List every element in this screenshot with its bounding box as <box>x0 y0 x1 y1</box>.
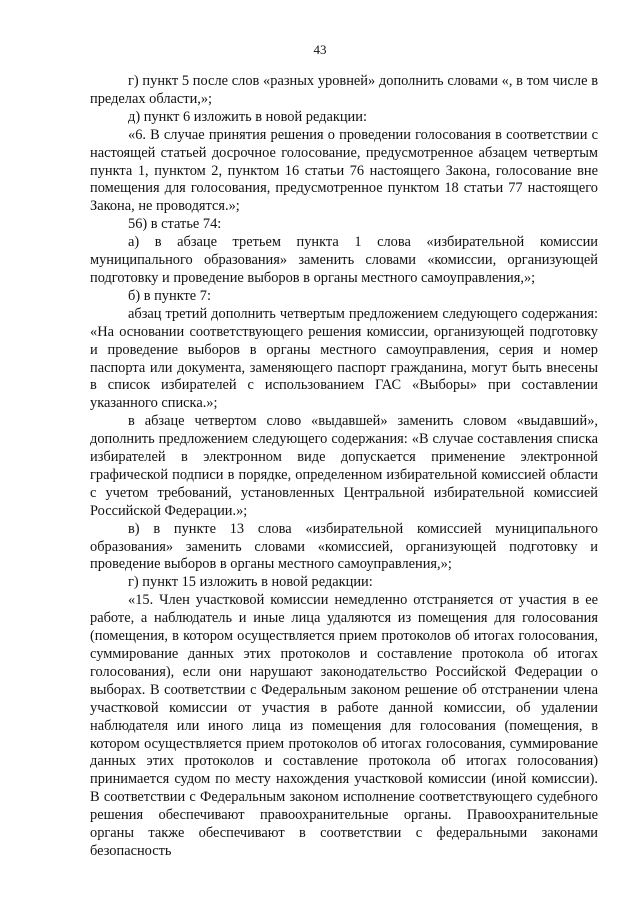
paragraph-article-74-b-header: б) в пункте 7: <box>128 287 211 304</box>
paragraph-article-74-a: а) в абзаце третьем пункта 1 слова «избирательной комиссии муниципального образования» заменить словами «комиссии, организующей подготовку и проведение выборов в органы местного самоуправления,»; <box>90 234 598 286</box>
paragraph-article-74-v: в) в пункте 13 слова «избирательной комиссией муниципального образования» заменить словами «комиссией, организующей подготовку и проведение выборов в органы местного самоуправления,»; <box>90 520 598 573</box>
page-number: 43 <box>313 42 327 57</box>
paragraph-item-15-text: «15. Член участковой комиссии немедленно отстраняется от участия в ее работе, а наблюдатель и иные лица удаляются из помещения для голосования (помещения, в котором осуществляется прием протоколов об итогах голосования, суммирование данных этих протоколов и составление протокола об итогах голосования), если они нарушают законодательство Российской Федерации о выборах. В соответствии с Федеральным законом решение об отстранении члена участковой комиссии от участия в работе данной комиссии, об удалении наблюдателя или иного лица из помещения для голосования (помещения, в котором осуществляется прием протоколов об итогах голосования, суммирование данных этих протоколов и составление протокола об итогах голосования) принимается судом по месту нахождения участковой комиссии (иной комиссии). В соответствии с Федеральным законом исполнение соответствующего судебного решения обеспечивают правоохранительные органы. Правоохранительные органы также обеспечивают в соответствии с федеральными законами безопасность <box>90 592 598 859</box>
paragraph-item-6-text: «6. В случае принятия решения о проведении голосования в соответствии с настоящей статьей досрочное голосование, предусмотренное абзацем четвертым пункта 1, пунктом 2, пунктом 16 статьи 76 настоящего Закона, голосование вне помещения для голосования, предусмотренное пунктом 18 статьи 77 настоящего Закона, не проводятся.»; <box>90 126 598 215</box>
paragraph-item-6-header: д) пункт 6 изложить в новой редакции: <box>128 108 367 125</box>
paragraph-abzac-four: в абзаце четвертом слово «выдавшей» заменить словом «выдавший», дополнить предложением следующего содержания: «В случае составления списка избирателей в электронном виде допускается применение электронной графической подписи в порядке, определенном избирательной комиссией области с учетом требований, установленных Центральной избирательной комиссией Российской Федерации.»; <box>90 413 598 519</box>
document-body <box>90 73 598 861</box>
paragraph-article-74-header: 56) в статье 74: <box>128 216 222 233</box>
paragraph-item-5-amendment: г) пункт 5 после слов «разных уровней» дополнить словами «, в том числе в пределах области,»; <box>90 73 598 107</box>
paragraph-abzac-three: абзац третий дополнить четвертым предложением следующего содержания: «На основании соответствующего решения комиссии, организующей подготовку и проведение выборов в органы местного самоуправления, серия и номер паспорта или документа, заменяющего паспорт гражданина, могут быть внесены в список избирателей с использованием ГАС «Выборы» при составлении указанного списка.»; <box>90 305 598 412</box>
paragraph-article-74-g-header: г) пункт 15 изложить в новой редакции: <box>128 574 373 591</box>
